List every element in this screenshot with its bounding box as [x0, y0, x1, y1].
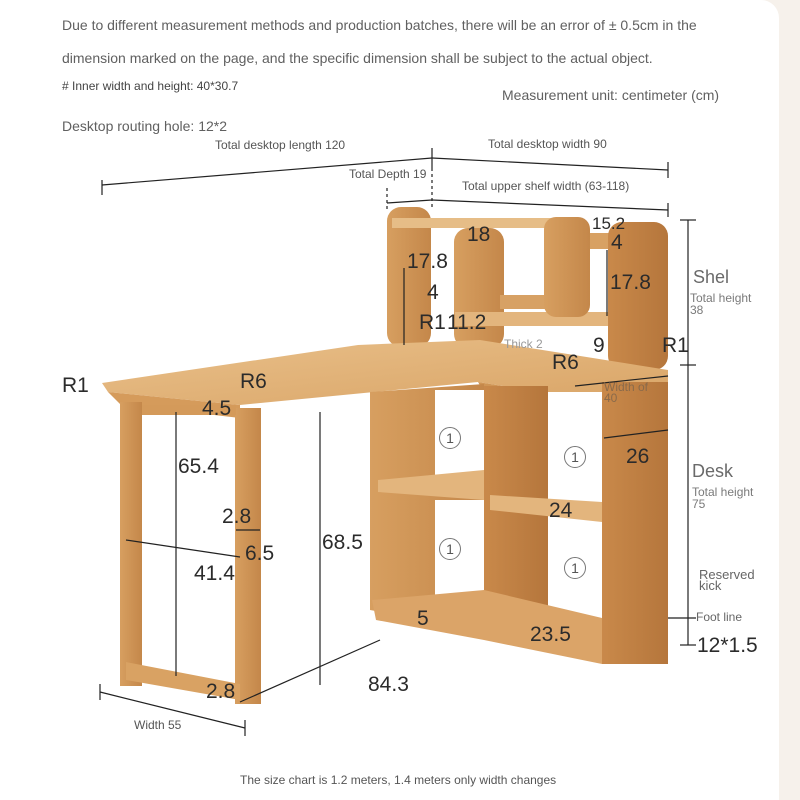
dim-18: 18 [467, 223, 491, 246]
shelf-height-value: 38 [690, 303, 704, 317]
compartment-marker-1: 1 [439, 427, 461, 449]
dim-2-8-mid: 2.8 [222, 505, 252, 528]
dim-17-8-left: 17.8 [407, 250, 448, 273]
dim-24: 24 [549, 499, 573, 522]
foot-size-label: 12*1.5 [697, 634, 758, 657]
footer-note: The size chart is 1.2 meters, 1.4 meters only width changes [240, 773, 557, 787]
dim-11-2: 11.2 [447, 311, 487, 334]
compartment-marker-2: 1 [564, 446, 586, 468]
unit-note: Measurement unit: centimeter (cm) [502, 87, 720, 103]
r1-desk-corner: R1 [62, 374, 89, 397]
desk-title: Desk [692, 461, 734, 481]
r6-left: R6 [240, 370, 267, 393]
r1-right-shelf: R1 [662, 334, 689, 357]
dim-6-5: 6.5 [245, 542, 275, 565]
desk-height-value: 75 [692, 497, 706, 511]
desktop-width-label: Total desktop width 90 [488, 137, 607, 151]
dim-15-2: 15.2 [592, 214, 626, 233]
desk-height-label: Total height [692, 485, 754, 499]
dim-4-right: 4 [611, 231, 623, 254]
routing-hole-note: Desktop routing hole: 12*2 [62, 118, 227, 134]
width-of-label: Width of [604, 380, 649, 394]
foot-line-label: Foot line [696, 610, 743, 624]
dim-84-3: 84.3 [368, 673, 409, 696]
r1-left-shelf: R1 [419, 311, 446, 334]
error-note-line-1: Due to different measurement methods and production batches, there will be an error of ± 0.5cm in the [62, 17, 697, 33]
upper-shelf-width-label: Total upper shelf width (63-118) [462, 179, 630, 193]
dim-23-5: 23.5 [530, 623, 571, 646]
r6-right: R6 [552, 351, 579, 374]
error-note-line-2: dimension marked on the page, and the specific dimension shall be subject to the actual object. [62, 50, 653, 66]
width-55-label: Width 55 [134, 718, 182, 732]
dim-2-8-bottom: 2.8 [206, 680, 236, 703]
dim-65-4: 65.4 [178, 455, 219, 478]
dim-41-4: 41.4 [194, 562, 235, 585]
shelf-height-label: Total height [690, 291, 752, 305]
dim-68-5: 68.5 [322, 531, 363, 554]
total-depth-label: Total Depth 19 [349, 167, 427, 181]
thick-2-label: Thick 2 [504, 337, 543, 351]
desktop-length-label: Total desktop length 120 [215, 138, 346, 152]
reserved-kick-label: Reserved kick [699, 567, 755, 593]
dim-5: 5 [417, 607, 429, 630]
inner-size-note: # Inner width and height: 40*30.7 [62, 79, 239, 93]
dim-26: 26 [626, 445, 650, 468]
compartment-marker-3: 1 [439, 538, 461, 560]
width-of-value: 40 [604, 391, 618, 405]
dim-4-left: 4 [427, 281, 439, 304]
dim-17-8-right: 17.8 [610, 271, 651, 294]
dim-4-5: 4.5 [202, 397, 232, 420]
compartment-marker-4: 1 [564, 557, 586, 579]
shelf-title: Shel [693, 267, 730, 287]
dim-9: 9 [593, 334, 605, 357]
